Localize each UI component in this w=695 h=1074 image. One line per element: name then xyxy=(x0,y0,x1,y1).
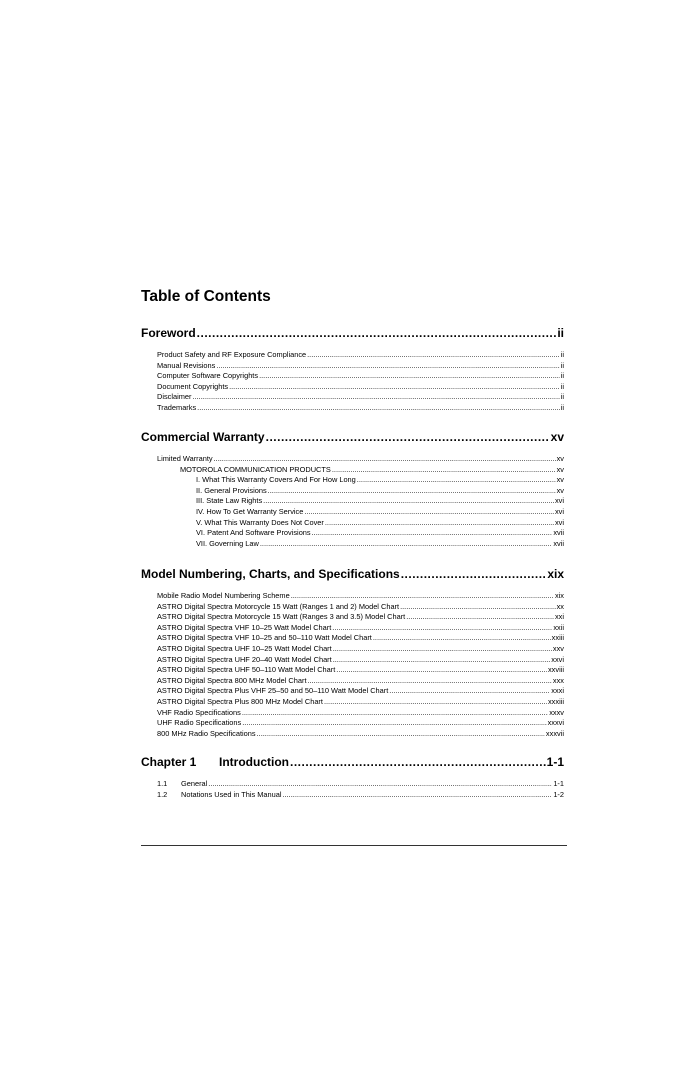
section-page: ii xyxy=(557,326,564,340)
toc-title: Table of Contents xyxy=(141,288,271,305)
toc-section-chapter-1[interactable] xyxy=(141,754,564,770)
entry-text: III. State Law Rights xyxy=(196,496,263,506)
toc-entry[interactable] xyxy=(157,392,564,403)
toc-entry[interactable] xyxy=(157,475,564,486)
entry-page: xvii xyxy=(553,538,564,548)
entry-text: I. What This Warranty Covers And For How Long xyxy=(196,475,356,485)
dot-leader xyxy=(325,518,554,529)
dot-leader xyxy=(333,655,551,666)
entry-text: VHF Radio Specifications xyxy=(157,707,241,717)
dot-leader xyxy=(193,392,560,403)
entry-page: xvi xyxy=(554,496,564,506)
section-title: Model Numbering, Charts, and Specifications xyxy=(141,567,400,581)
toc-entry[interactable] xyxy=(157,602,564,613)
dot-leader xyxy=(389,686,550,697)
dot-leader xyxy=(197,403,560,414)
warranty-entries xyxy=(157,454,564,549)
entry-page: ii xyxy=(560,392,564,402)
section-title: Introduction xyxy=(219,755,289,769)
section-page: xix xyxy=(547,567,564,581)
dot-leader xyxy=(268,486,556,497)
toc-entry[interactable] xyxy=(157,496,564,507)
dot-leader xyxy=(307,350,560,361)
entry-page: xv xyxy=(556,454,564,463)
dot-leader xyxy=(266,429,550,445)
dot-leader xyxy=(283,790,553,801)
dot-leader xyxy=(401,566,547,582)
toc-entry[interactable] xyxy=(157,779,564,790)
entry-text: Mobile Radio Model Numbering Scheme xyxy=(157,591,290,600)
dot-leader xyxy=(312,528,553,539)
dot-leader xyxy=(197,325,557,341)
entry-text: Limited Warranty xyxy=(157,454,213,463)
entry-text: Product Safety and RF Exposure Compliance xyxy=(157,350,307,359)
entry-page: xxxvi xyxy=(547,718,564,728)
entry-text: VI. Patent And Software Provisions xyxy=(196,528,311,538)
entry-page: xxiii xyxy=(551,633,564,643)
entry-page: xxv xyxy=(552,643,564,653)
toc-entry[interactable] xyxy=(157,676,564,687)
entry-page: xx xyxy=(556,601,564,611)
dot-leader xyxy=(304,507,554,518)
entry-page: ii xyxy=(560,381,564,391)
entry-text: ASTRO Digital Spectra UHF 50–110 Watt Model Chart xyxy=(157,665,336,675)
toc-entry[interactable] xyxy=(157,633,564,644)
entry-page: xxvi xyxy=(551,654,564,664)
entry-text: Computer Software Copyrights xyxy=(157,371,259,381)
entry-page: xxviii xyxy=(547,665,564,675)
dot-leader xyxy=(229,382,560,393)
dot-leader xyxy=(263,496,554,507)
entry-text: ASTRO Digital Spectra Plus 800 MHz Model Chart xyxy=(157,696,323,706)
dot-leader xyxy=(242,708,548,719)
entry-text: VII. Governing Law xyxy=(196,538,259,548)
dot-leader xyxy=(257,729,545,740)
model-entries xyxy=(157,591,564,739)
toc-entry[interactable] xyxy=(157,708,564,719)
entry-page: xxi xyxy=(554,612,564,622)
toc-entry[interactable] xyxy=(157,486,564,497)
dot-leader xyxy=(291,591,554,602)
entry-text: V. What This Warranty Does Not Cover xyxy=(196,517,324,527)
entry-text: Document Copyrights xyxy=(157,381,229,391)
entry-text: Disclaimer xyxy=(157,392,192,402)
section-page: xv xyxy=(550,430,564,444)
foreword-entries xyxy=(157,350,564,414)
entry-text: ASTRO Digital Spectra Motorcycle 15 Watt (Ranges 1 and 2) Model Chart xyxy=(157,601,400,611)
toc-entry[interactable] xyxy=(157,697,564,708)
chapter1-entries xyxy=(157,779,564,800)
dot-leader xyxy=(324,697,547,708)
entry-page: xxxi xyxy=(551,686,564,696)
dot-leader xyxy=(260,539,552,550)
entry-text: MOTOROLA COMMUNICATION PRODUCTS xyxy=(180,464,331,474)
entry-text: Manual Revisions xyxy=(157,360,216,370)
dot-leader xyxy=(357,475,556,486)
entry-page: xxxiii xyxy=(547,696,564,706)
entry-page: xvii xyxy=(553,528,564,538)
entry-page: xvi xyxy=(554,506,564,516)
dot-leader xyxy=(242,718,546,729)
toc-section-foreword[interactable] xyxy=(141,325,564,341)
section-page: 1-1 xyxy=(546,755,564,769)
toc-entry[interactable] xyxy=(157,591,564,602)
entry-text: ASTRO Digital Spectra 800 MHz Model Chart xyxy=(157,675,307,685)
entry-page: ii xyxy=(560,360,564,370)
toc-entry[interactable] xyxy=(157,655,564,666)
entry-text: UHF Radio Specifications xyxy=(157,718,242,728)
toc-entry[interactable] xyxy=(157,382,564,393)
footer-rule xyxy=(141,845,567,846)
entry-page: xxxv xyxy=(549,707,564,717)
dot-leader xyxy=(373,633,551,644)
entry-page: 1-2 xyxy=(553,789,564,799)
entry-page: ii xyxy=(560,350,564,359)
dot-leader xyxy=(332,623,552,634)
dot-leader xyxy=(214,454,556,465)
entry-text: II. General Provisions xyxy=(196,485,267,495)
entry-text: ASTRO Digital Spectra VHF 10–25 and 50–110 Watt Model Chart xyxy=(157,633,372,643)
entry-page: xxx xyxy=(552,675,564,685)
toc-entry[interactable] xyxy=(157,371,564,382)
entry-text: General xyxy=(181,779,208,788)
entry-text: ASTRO Digital Spectra Plus VHF 25–50 and 50–110 Watt Model Chart xyxy=(157,686,389,696)
entry-text: IV. How To Get Warranty Service xyxy=(196,506,304,516)
dot-leader xyxy=(333,644,552,655)
entry-page: xix xyxy=(554,591,564,600)
dot-leader xyxy=(400,602,556,613)
entry-page: xxii xyxy=(553,622,564,632)
toc-entry[interactable] xyxy=(157,665,564,676)
toc-entry[interactable] xyxy=(157,612,564,623)
dot-leader xyxy=(308,676,552,687)
entry-text: ASTRO Digital Spectra UHF 20–40 Watt Model Chart xyxy=(157,654,332,664)
dot-leader xyxy=(290,754,546,770)
dot-leader xyxy=(259,371,560,382)
entry-text: ASTRO Digital Spectra Motorcycle 15 Watt (Ranges 3 and 3.5) Model Chart xyxy=(157,612,406,622)
entry-page: ii xyxy=(560,402,564,412)
section-title: Commercial Warranty xyxy=(141,430,265,444)
entry-page: xxxvii xyxy=(545,728,564,738)
dot-leader xyxy=(216,361,559,372)
entry-text: ASTRO Digital Spectra VHF 10–25 Watt Model Chart xyxy=(157,622,332,632)
entry-text: 800 MHz Radio Specifications xyxy=(157,728,256,738)
toc-section-model-numbering[interactable] xyxy=(141,566,564,582)
dot-leader xyxy=(332,465,556,476)
toc-entry[interactable] xyxy=(157,350,564,361)
dot-leader xyxy=(406,612,554,623)
entry-page: xv xyxy=(556,485,564,495)
toc-section-warranty[interactable] xyxy=(141,429,564,445)
toc-entry[interactable] xyxy=(157,539,564,550)
toc-entry[interactable] xyxy=(157,454,564,465)
toc-entry[interactable] xyxy=(157,403,564,414)
section-title: Foreword xyxy=(141,326,196,340)
entry-page: 1-1 xyxy=(553,779,564,788)
toc-entry[interactable] xyxy=(157,790,564,801)
entry-page: xv xyxy=(556,464,564,474)
entry-text: ASTRO Digital Spectra UHF 10–25 Watt Model Chart xyxy=(157,643,332,653)
toc-entry[interactable] xyxy=(157,686,564,697)
chapter-label: Chapter 1 xyxy=(141,755,197,769)
toc-entry[interactable] xyxy=(157,507,564,518)
dot-leader xyxy=(208,779,552,790)
toc-entry[interactable] xyxy=(157,718,564,729)
entry-page: xv xyxy=(556,475,564,485)
toc-entry[interactable] xyxy=(157,518,564,529)
entry-number: 1.2 xyxy=(157,789,168,799)
toc-entry[interactable] xyxy=(157,729,564,740)
entry-number: 1.1 xyxy=(157,779,168,788)
entry-page: ii xyxy=(560,371,564,381)
toc-entry[interactable] xyxy=(157,623,564,634)
toc-entry[interactable] xyxy=(157,361,564,372)
toc-entry[interactable] xyxy=(157,465,564,476)
dot-leader xyxy=(336,665,547,676)
entry-page: xvi xyxy=(554,517,564,527)
toc-entry[interactable] xyxy=(157,644,564,655)
entry-text: Trademarks xyxy=(157,402,197,412)
toc-entry[interactable] xyxy=(157,528,564,539)
entry-text: Notations Used in This Manual xyxy=(181,789,282,799)
